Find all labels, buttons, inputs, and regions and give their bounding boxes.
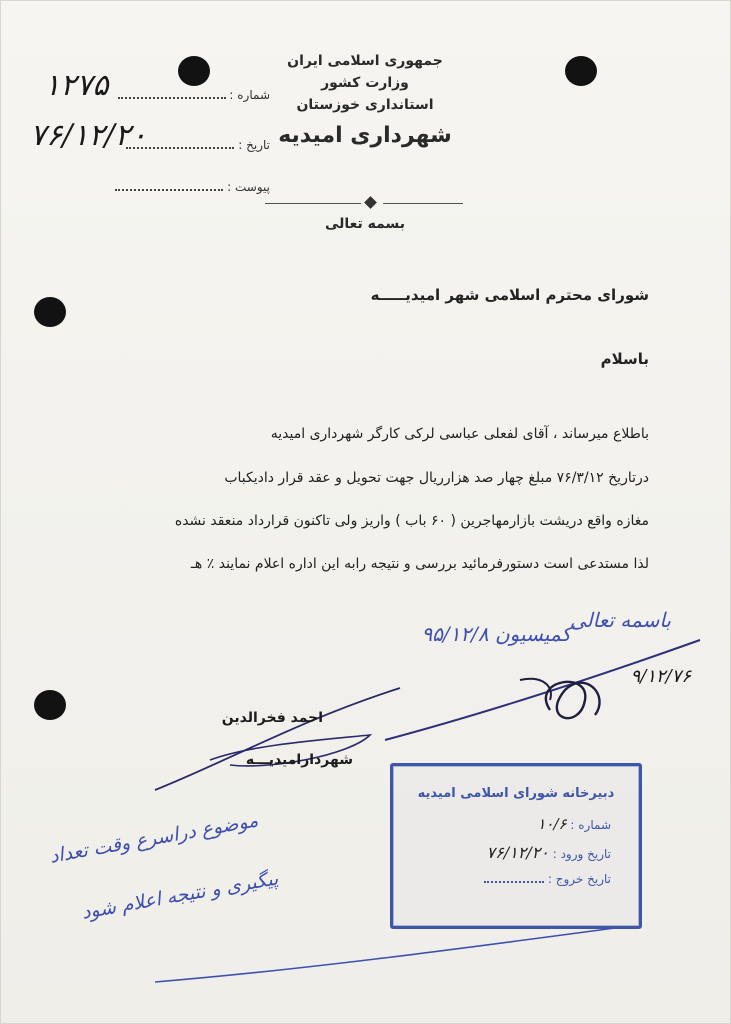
signatory-name: احمد فخرالدین	[221, 710, 323, 726]
letterhead-line2: وزارت کشور	[321, 75, 409, 91]
header-divider-left	[265, 203, 361, 204]
letterhead-line3: استانداری خوزستان	[296, 97, 434, 113]
blue-annotation-line1: باسمه تعالی	[569, 608, 671, 632]
bottom-note-line2: پیگیری و نتیجه اعلام شود	[80, 867, 280, 924]
date-handwritten: ۷۶/۱۲/۲۰	[30, 118, 147, 153]
number-handwritten: ۱۲۷۵	[44, 68, 109, 103]
header-divider-right	[383, 203, 463, 204]
stamp-title: دبیرخانه شورای اسلامی امیدیه	[417, 786, 615, 801]
invocation: بسمه تعالی	[324, 216, 406, 232]
body-line-4: لذا مستدعی است دستورفرمائید بررسی و نتیجه رابه این اداره اعلام نمایند ٪ هـ	[190, 556, 649, 572]
punch-hole	[565, 56, 597, 86]
blue-signature-scribble	[380, 620, 710, 760]
punch-hole	[34, 690, 66, 720]
stamp-entry-row	[393, 843, 611, 862]
stamp-exit-label: تاریخ خروج :	[547, 872, 611, 886]
body-line-1: باطلاع میرساند ، آقای لفعلی عباسی لرکی کارگر شهرداری امیدیه	[270, 426, 649, 442]
bottom-note-line1: موضوع دراسرع وقت تعداد	[48, 809, 260, 868]
body-line-2: درتاریخ ۷۶/۳/۱۲ مبلغ چهار صد هزارریال جهت تحویل و عقد قرار دادیکباب	[224, 470, 649, 486]
blue-annotation-date: ۹/۱۲/۷۶	[630, 666, 691, 687]
signatory-title: شهردارامیدیـــه	[245, 752, 353, 768]
letterhead-line1: جمهوری اسلامی ایران	[287, 53, 443, 69]
punch-hole	[34, 297, 66, 327]
bottom-underline-stroke	[150, 900, 620, 990]
stamp-number-label: شماره :	[570, 818, 611, 832]
blue-annotation-line2: کمیسیون ۹۵/۱۲/۸	[421, 622, 571, 646]
number-label: شماره :	[229, 88, 270, 102]
number-dotted-line	[118, 97, 226, 99]
punch-hole	[178, 56, 210, 86]
stamp-entry-value: ۷۶/۱۲/۲۰	[486, 843, 549, 862]
letterhead	[255, 50, 475, 156]
attachment-label: پیوست :	[227, 180, 270, 194]
stamp-exit-dotted-line	[484, 881, 544, 883]
attachment-dotted-line	[115, 189, 223, 191]
stamp-number-row	[393, 815, 611, 833]
greeting: باسلام	[600, 350, 649, 368]
diamond-ornament	[364, 196, 377, 209]
body-line-3: مغازه واقع دریشت بازارمهاجرین ( ۶۰ باب ) واریز ولی تاکنون قرارداد منعقد نشده	[174, 513, 649, 529]
date-label: تاریخ :	[238, 138, 270, 152]
attachment-row	[70, 180, 270, 194]
mayor-signature-scribble	[150, 680, 410, 800]
addressee: شورای محترم اسلامی شهر امیدیـــــه	[370, 286, 649, 304]
stamp-number-value: ۱۰/۶	[537, 815, 567, 833]
stamp-exit-row	[393, 872, 611, 886]
letterhead-title: شهرداری امیدیه	[278, 123, 452, 148]
stamp-entry-label: تاریخ ورود :	[552, 847, 611, 861]
